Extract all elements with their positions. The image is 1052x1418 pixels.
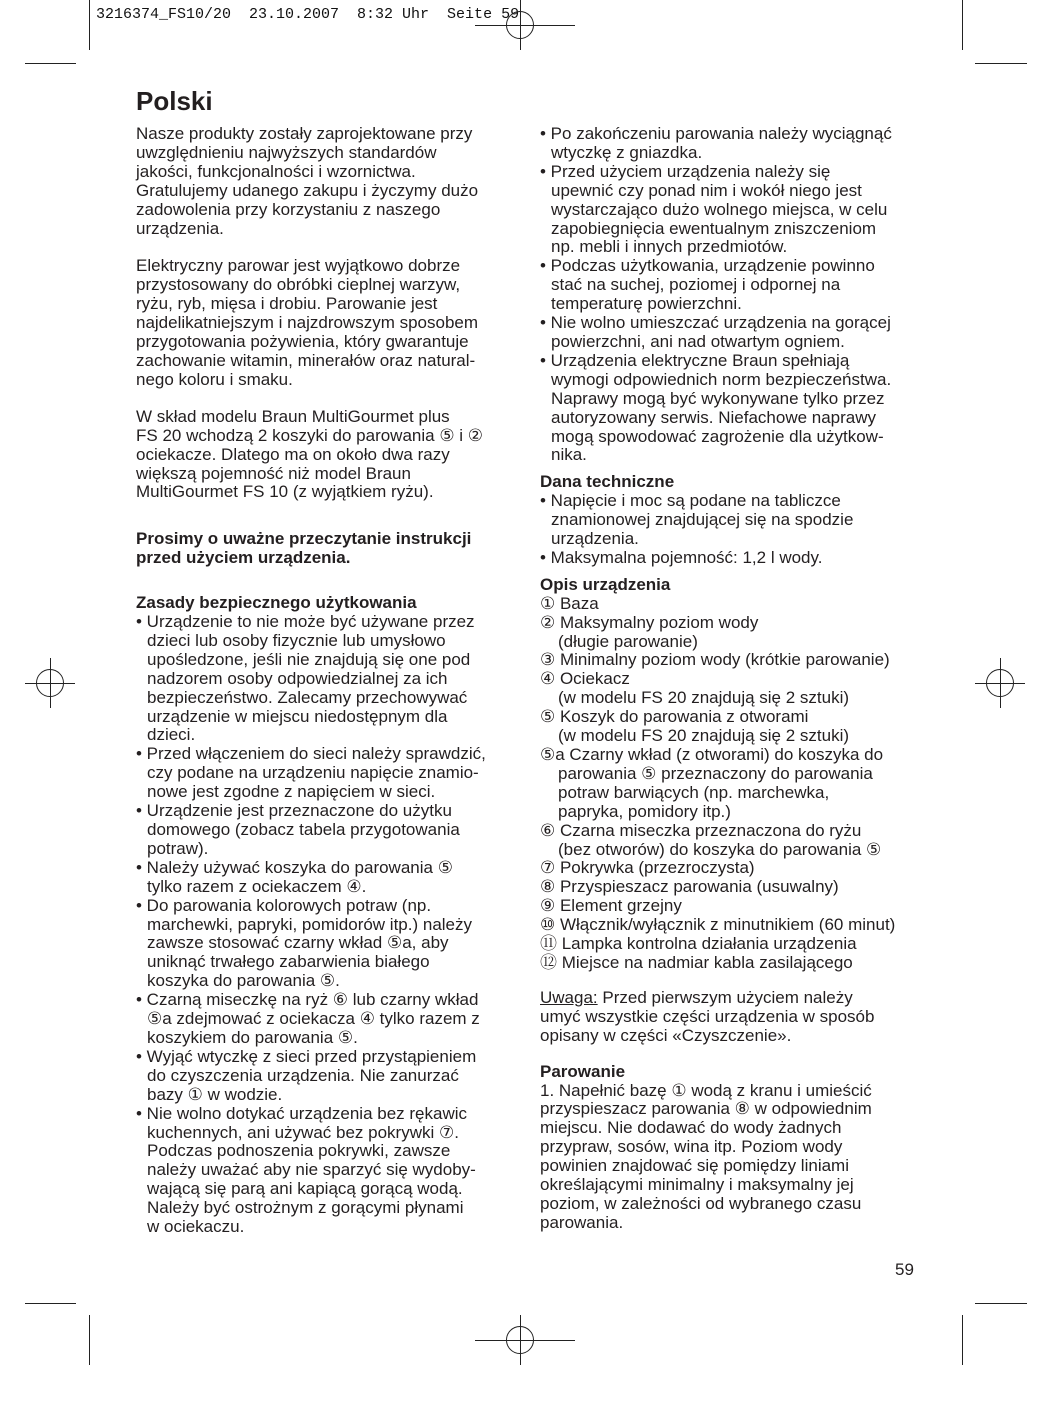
tech-list [540, 492, 954, 568]
list-item: ⑨ Element grzejny [540, 896, 682, 916]
safety-list [136, 613, 532, 1237]
list-item: • Nie wolno umieszczać urządzenia na gorącej powierzchni, ani nad otwartym ogniem. [540, 313, 891, 351]
list-item: • Urządzenie jest przeznaczone do użytku domowego (zobacz tabela przygotowania potraw). [136, 801, 460, 858]
list-item: ④ Ociekacz (w modelu FS 20 znajdują się 2 sztuki) [540, 669, 850, 708]
list-item: • Maksymalna pojemność: 1,2 l wody. [540, 547, 823, 567]
description-paragraph: Elektryczny parowar jest wyjątkowo dobrze przystosowany do obróbki cieplnej warzyw, ryżu, ryb, mięsa i drobiu. Parowanie jest najdelikatniejszym i najzdrowszym sposobem przygotowania pożywienia, który gwarantuje zachowanie witamin, minerałów oraz natural- nego koloru i smaku. [136, 256, 479, 389]
list-item: ⑦ Pokrywka (przezroczysta) [540, 858, 755, 878]
crop-mark [89, 1315, 90, 1365]
list-item: ⑤a Czarny wkład (z otworami) do koszyka do parowania ⑤ przeznaczony do parowania potraw barwiących (np. marchewka, papryka, pomidory itp.) [540, 745, 884, 821]
crop-mark [25, 1303, 76, 1304]
note-label: Uwaga: [540, 987, 598, 1007]
parts-heading: Opis urządzenia [540, 574, 671, 594]
note-text: Przed pierwszym użyciem należy umyć wszystkie części urządzenia w sposób opisany w części «Czyszczenie». [540, 987, 875, 1045]
list-item: ⑩ Włącznik/wyłącznik z minutnikiem (60 minut) [540, 915, 896, 935]
safety-heading: Zasady bezpiecznego użytkowania [136, 593, 417, 613]
list-item: ① Baza [540, 593, 599, 613]
list-item: • Czarną miseczkę na ryż ⑥ lub czarny wkład ⑤a zdejmować z ociekacza ④ tylko razem z koszykiem do parowania ⑤. [136, 990, 480, 1047]
crop-mark [962, 1315, 963, 1365]
crop-mark [975, 1303, 1027, 1304]
list-item: • Urządzenie to nie może być używane przez dzieci lub osoby fizycznie lub umysłowo upośledzone, jeśli nie znajdują się one pod nadzorem osoby odpowiedzialnej za ich bezpieczeństwo. Zalecamy przechowywać urządzenie w miejscu niedostępnym dla dzieci. [136, 612, 475, 745]
note-paragraph [540, 989, 954, 1046]
model-paragraph: W skład modelu Braun MultiGourmet plus FS 20 wchodzą 2 koszyki do parowania ⑤ i ② ociekacze. Dlatego ma on około dwa razy większą pojemność niż model Braun MultiGourmet FS 10 (z wyjątkiem ryżu). [136, 406, 484, 502]
right-column [540, 125, 954, 1233]
list-item: • Należy używać koszyka do parowania ⑤ tylko razem z ociekaczem ④. [136, 857, 453, 896]
steaming-step-1: 1. Napełnić bazę ① wodą z kranu i umieścić przyspieszacz parowania ⑧ w odpowiednim miejscu. Nie dodawać do wody żadnych przypraw, sosów, wina itp. Poziom wody powinien znajdować się pomiędzy liniami określającymi minimalny i maksymalny jej poziom, w zależności od wybranego czasu parowania. [540, 1080, 872, 1232]
list-item: • Podczas użytkowania, urządzenie powinno stać na suchej, poziomej i odpornej na temperaturę powierzchni. [540, 256, 875, 314]
list-item: ⑥ Czarna miseczka przeznaczona do ryżu (bez otworów) do koszyka do parowania ⑤ [540, 820, 882, 859]
crop-mark [962, 0, 963, 50]
tech-heading: Dana techniczne [540, 472, 675, 492]
list-item: ⑫ Miejsce na nadmiar kabla zasilającego [540, 952, 853, 972]
crop-mark [89, 0, 90, 50]
safety-list-continued [540, 125, 954, 465]
crop-mark [975, 63, 1027, 64]
list-item: ⑧ Przyspieszacz parowania (usuwalny) [540, 877, 839, 897]
print-slug: 3216374_FS10/20 23.10.2007 8:32 Uhr Seite 59 [96, 6, 520, 23]
list-item: • Wyjąć wtyczkę z sieci przed przystąpieniem do czyszczenia urządzenia. Nie zanurzać bazy ① w wodzie. [136, 1046, 477, 1104]
parts-list [540, 595, 954, 973]
list-item: • Przed użyciem urządzenia należy się upewnić czy ponad nim i wokół niego jest wystarczająco dużo wolnego miejsca, w celu zapobiegnięcia ewentualnym zniszczeniom np. mebli i innych przedmiotów. [540, 161, 888, 257]
crop-mark [25, 63, 76, 64]
list-item: • Nie wolno dotykać urządzenia bez rękawic kuchennych, ani używać bez pokrywki ⑦. Podczas podnoszenia pokrywki, zawsze należy uważać aby nie sparzyć się wydoby- wającą się parą ani kapiącą gorącą wodą. Należy być ostrożnym z gorącymi płynami w ociekaczu. [136, 1103, 476, 1237]
intro-paragraph: Nasze produkty zostały zaprojektowane przy uwzględnieniu najwyższych standardów jakości, funkcjonalności i wzornictwa. Gratulujemy udanego zakupu i życzymy dużo zadowolenia przy korzystaniu z naszego urządzenia. [136, 124, 479, 238]
list-item: ⑪ Lampka kontrolna działania urządzenia [540, 934, 857, 954]
list-item: • Napięcie i moc są podane na tabliczce znamionowej znajdującej się na spodzie urządzenia. [540, 491, 854, 549]
page-number: 59 [895, 1260, 914, 1279]
list-item: ③ Minimalny poziom wody (krótkie parowanie) [540, 650, 890, 670]
list-item: • Do parowania kolorowych potraw (np. marchewki, papryki, pomidorów itp.) należy zawsze stosować czarny wkład ⑤a, aby uniknąć trwałego zabarwienia białego koszyka do parowania ⑤. [136, 895, 473, 991]
list-item: • Przed włączeniem do sieci należy sprawdzić, czy podane na urządzeniu napięcie znamio- nowe jest zgodne z napięciem w sieci. [136, 744, 486, 802]
list-item: ② Maksymalny poziom wody (długie parowanie) [540, 612, 759, 651]
list-item: • Urządzenia elektryczne Braun spełniają wymogi odpowiednich norm bezpieczeństwa. Naprawy mogą być wykonywane tylko przez autoryzowany serwis. Niefachowe naprawy mogą spowodować zagrożenie dla użytkow- nika. [540, 350, 892, 465]
left-column [136, 125, 532, 1237]
list-item: ⑤ Koszyk do parowania z otworami (w modelu FS 20 znajdują się 2 sztuki) [540, 707, 850, 746]
page-title: Polski [136, 86, 213, 116]
steaming-heading: Parowanie [540, 1061, 626, 1081]
list-item: • Po zakończeniu parowania należy wyciągnąć wtyczkę z gniazdka. [540, 124, 892, 162]
read-instructions-notice: Prosimy o uważne przeczytanie instrukcji przed użyciem urządzenia. [136, 529, 472, 568]
